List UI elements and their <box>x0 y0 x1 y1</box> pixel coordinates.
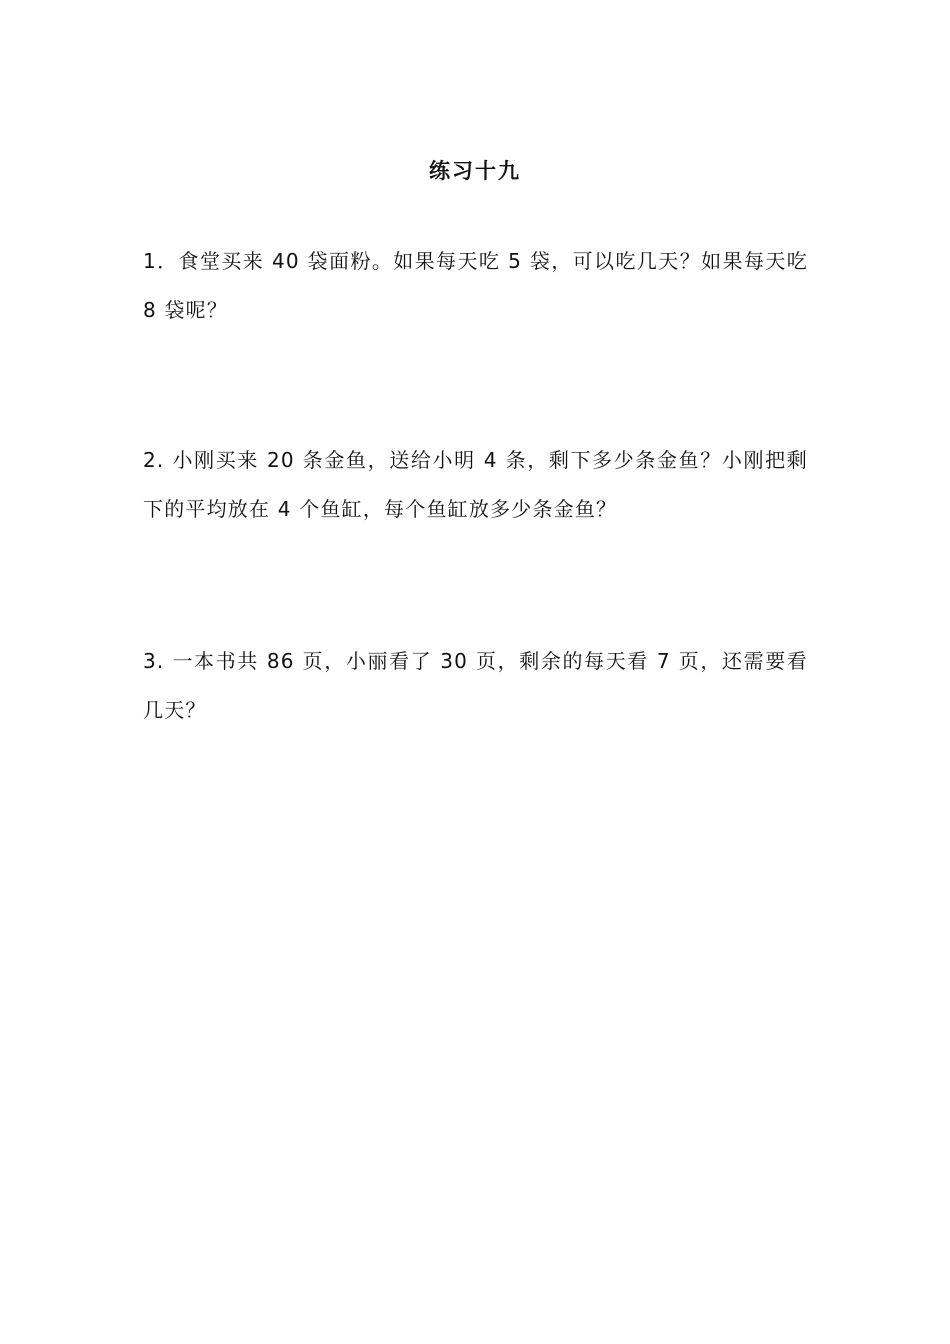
question-3: 3. 一本书共 86 页，小丽看了 30 页，剩余的每天看 7 页，还需要看几天？ <box>143 649 808 722</box>
question-1: 1．食堂买来 40 袋面粉。如果每天吃 5 袋，可以吃几天？如果每天吃 8 袋呢？ <box>143 249 808 322</box>
page-title: 练习十九 <box>429 159 521 183</box>
question-2: 2. 小刚买来 20 条金鱼，送给小明 4 条，剩下多少条金鱼？小刚把剩下的平均放在 4 个鱼缸，每个鱼缸放多少条金鱼？ <box>143 448 808 521</box>
